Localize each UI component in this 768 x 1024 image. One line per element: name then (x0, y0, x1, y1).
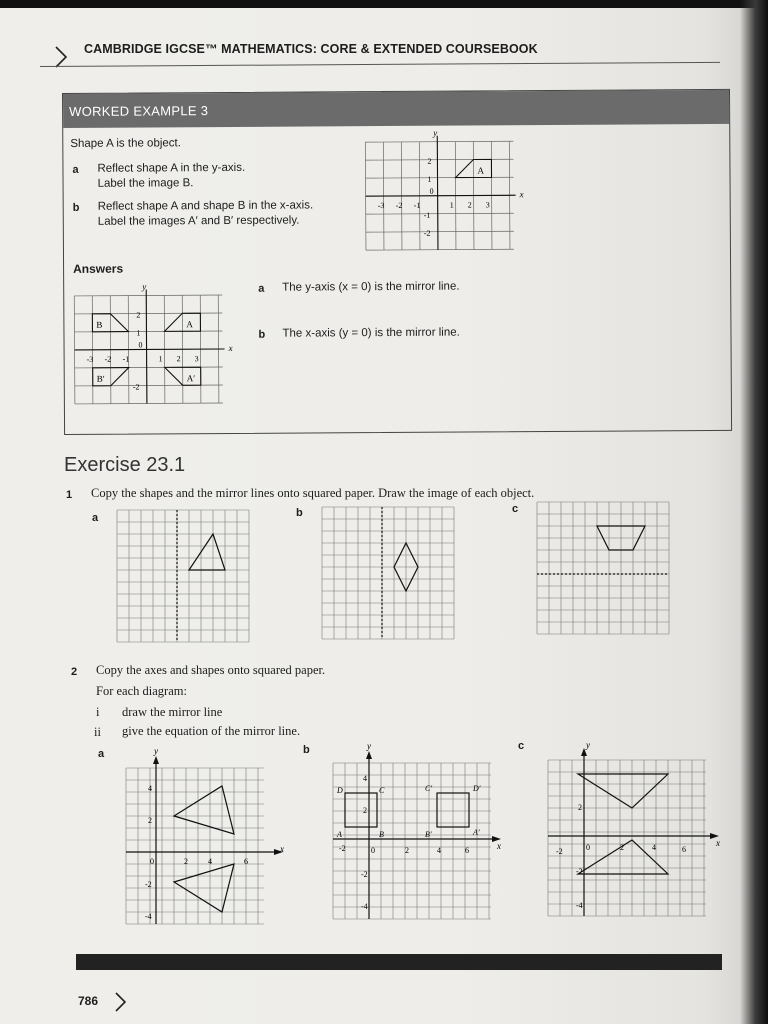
question-grid (363, 127, 534, 256)
tick-label: 2 (405, 846, 409, 855)
tick-label: -2 (132, 382, 140, 392)
tick-label: -4 (576, 901, 583, 910)
tick-label: -3 (377, 201, 385, 211)
shape-label: B (96, 319, 103, 330)
question-number: 1 (66, 489, 73, 501)
item-label: i (96, 705, 100, 719)
tick-label: -2 (104, 354, 112, 364)
tick-label: 3 (194, 354, 199, 364)
q2a-grid (118, 746, 293, 936)
part-label: c (518, 740, 525, 752)
vertex-label: B′ (425, 830, 432, 839)
item-text: give the equation of the mirror line. (122, 724, 301, 738)
part-text: Label the image B. (97, 177, 194, 190)
tick-label: 1 (427, 174, 432, 184)
page-number: 786 (78, 994, 99, 1008)
tick-label: -1 (423, 210, 431, 220)
tick-label: -2 (361, 870, 368, 879)
part-text: Reflect shape A in the y-axis. (97, 161, 246, 175)
answer-grid (72, 281, 243, 412)
tick-label: -2 (339, 844, 346, 853)
item-label: ii (94, 725, 101, 739)
tick-label: 0 (138, 340, 143, 350)
answer-text: The x-axis (y = 0) is the mirror line. (282, 326, 460, 340)
part-label: a (98, 748, 105, 760)
q2c-grid (540, 738, 725, 928)
tick-label: 1 (449, 200, 454, 210)
part-label: c (512, 503, 519, 515)
running-head: CAMBRIDGE IGCSE™ MATHEMATICS: CORE & EXTENDED COURSEBOOK (84, 42, 538, 56)
tick-label: 0 (586, 843, 590, 852)
tick-label: 1 (136, 328, 141, 338)
shape-label: A (186, 319, 193, 330)
tick-label: -3 (86, 354, 94, 364)
tick-label: 2 (184, 857, 188, 866)
tick-label: 6 (465, 846, 469, 855)
axis-label-x: x (228, 342, 233, 353)
part-label: b (303, 744, 310, 756)
answer-label: a (258, 282, 265, 295)
shape-label: A′ (186, 373, 196, 384)
axis-label-y: y (154, 746, 158, 756)
answer-text: The y-axis (x = 0) is the mirror line. (282, 280, 460, 294)
tick-label: 6 (682, 845, 686, 854)
tick-label: 2 (148, 816, 152, 825)
tick-label: -2 (576, 867, 583, 876)
part-label: b (296, 507, 303, 519)
worked-example-box (62, 89, 732, 435)
footer-bar (76, 954, 722, 970)
tick-label: 2 (578, 803, 582, 812)
exercise-title: Exercise 23.1 (64, 454, 186, 476)
vertex-label: A′ (473, 828, 480, 837)
axis-label-x: x (497, 841, 501, 851)
vertex-label: C′ (425, 784, 433, 793)
question-text: Copy the shapes and the mirror lines onto squared paper. Draw the image of each object. (91, 486, 535, 500)
tick-label: -4 (361, 902, 368, 911)
item-text: draw the mirror line (122, 705, 223, 719)
tick-label: 4 (363, 774, 367, 783)
tick-label: 2 (136, 310, 141, 320)
vertex-label: C (379, 786, 385, 795)
axis-label-y: y (367, 741, 371, 751)
question-number: 2 (71, 666, 78, 678)
tick-label: -2 (556, 847, 563, 856)
part-label: a (92, 512, 99, 524)
vertex-label: D′ (473, 784, 481, 793)
q1b-grid (320, 505, 456, 645)
tick-label: 6 (244, 857, 248, 866)
tick-label: -2 (145, 880, 152, 889)
tick-label: 2 (363, 806, 367, 815)
tick-label: 4 (148, 784, 152, 793)
shape-label: B′ (96, 373, 105, 384)
tick-label: 0 (150, 857, 154, 866)
part-text: Reflect shape A and shape B in the x-axis. (97, 199, 314, 213)
tick-label: 1 (158, 354, 163, 364)
tick-label: 2 (176, 354, 181, 364)
chevron-right-icon (112, 990, 128, 1014)
q1c-grid (535, 500, 671, 640)
tick-label: -1 (413, 200, 421, 210)
answers-heading: Answers (73, 261, 124, 276)
q2b-grid (325, 741, 505, 931)
worked-example-title: WORKED EXAMPLE 3 (63, 90, 729, 128)
axis-label-x: x (716, 838, 720, 848)
tick-label: 4 (208, 857, 212, 866)
tick-label: 0 (429, 186, 434, 196)
tick-label: 0 (371, 846, 375, 855)
axis-label-x: x (519, 189, 524, 200)
vertex-label: B (379, 830, 384, 839)
answer-label: b (258, 328, 266, 341)
question-text: Copy the axes and shapes onto squared paper. (96, 663, 326, 677)
question-subtext: For each diagram: (96, 684, 187, 698)
axis-label-y: y (586, 740, 590, 750)
q1a-grid (115, 508, 251, 648)
part-label: a (72, 163, 79, 176)
tick-label: -2 (395, 200, 403, 210)
page-shadow-edge (740, 0, 768, 1024)
vertex-label: A (337, 830, 342, 839)
axis-label-y: y (142, 281, 147, 292)
vertex-label: D (337, 786, 343, 795)
tick-label: 2 (467, 200, 472, 210)
axis-label-x: x (280, 844, 284, 854)
tick-label: -1 (122, 354, 130, 364)
tick-label: 2 (620, 843, 624, 852)
part-label: b (72, 201, 80, 214)
top-edge (0, 0, 768, 8)
worked-example-intro: Shape A is the object. (70, 137, 181, 150)
axis-label-y: y (433, 127, 438, 138)
tick-label: -2 (423, 228, 431, 238)
tick-label: 4 (652, 843, 656, 852)
tick-label: -4 (145, 912, 152, 921)
tick-label: 3 (485, 200, 490, 210)
part-text: Label the images A′ and B′ respectively. (97, 214, 300, 228)
shape-label: A (477, 165, 485, 176)
tick-label: 4 (437, 846, 441, 855)
tick-label: 2 (427, 156, 432, 166)
